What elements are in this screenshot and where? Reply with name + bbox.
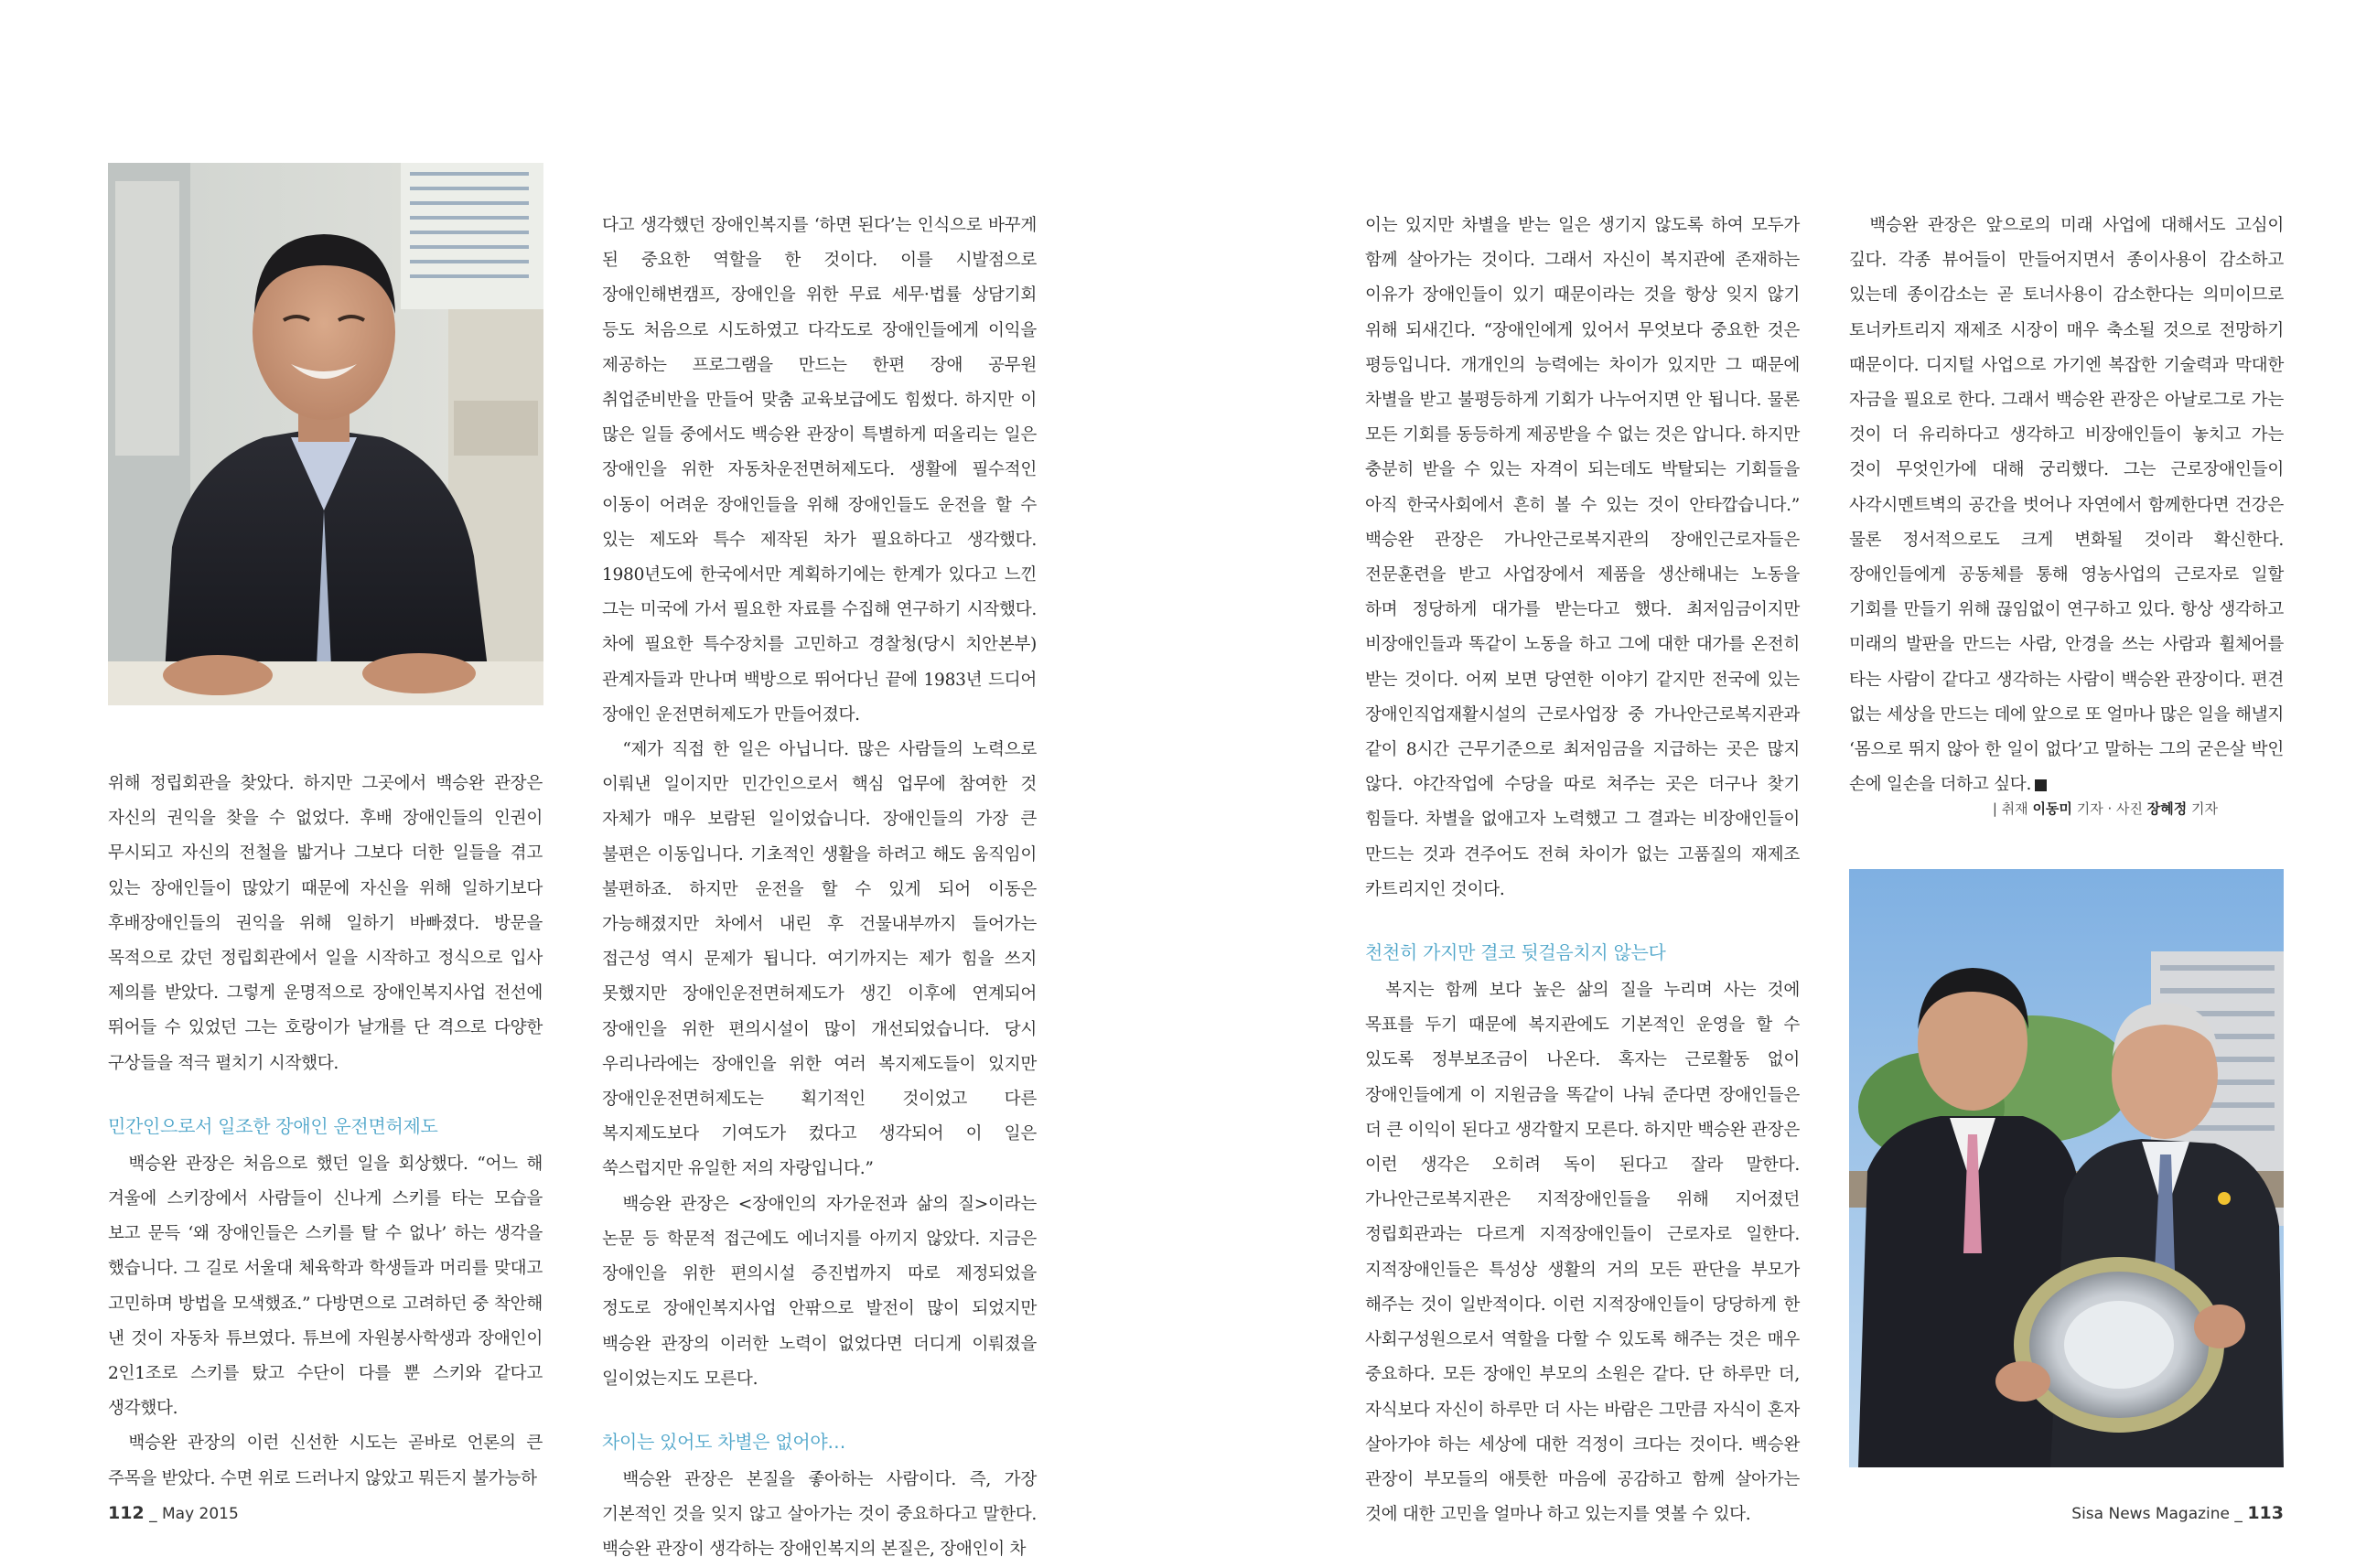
article-credit <box>1993 799 2218 818</box>
folio-left <box>108 1503 239 1523</box>
column-2-paragraph-1: 다고 생각했던 장애인복지를 ‘하면 된다’는 인식으로 바꾸게 된 중요한 역할을 한 것이다. 이를 시발점으로 장애인해변캠프, 장애인을 위한 무료 세무·법률 상담기회 등도 처음으로 시도하였고 다각도로 장애인들에게 이익을 제공하는 프로그램을 만드는 한편 장애 공무원 취업준비반을 만들어 맞춤 교육보급에도 힘썼다. 하지만 이 많은 일들 중에서도 백승완 관장이 특별하게 떠올리는 일은 장애인을 위한 자동차운전면허제도다. 생활에 필수적인 이동이 어려운 장애인들을 위해 장애인들도 운전을 할 수 있는 제도와 특수 제작된 차가 필요하다고 생각했다. 1980년도에 한국에서만 계획하기에는 한계가 있다고 느낀 그는 미국에 가서 필요한 자료를 수집해 연구하기 시작했다. 차에 필요한 특수장치를 고민하고 경찰청(당시 치안본부) 관계자들과 만나며 백방으로 뛰어다닌 끝에 1983년 드디어 장애인 운전면허제도가 만들어졌다. <box>602 216 1037 725</box>
column-4-paragraph-1-text: 백승완 관장은 앞으로의 미래 사업에 대해서도 고심이 깊다. 각종 뷰어들이 만들어지면서 종이사용이 감소하고 있는데 종이감소는 곧 토너사용이 감소한다는 의미이므로 토너카트리지 재제조 시장이 매우 축소될 것으로 전망하기 때문이다. 디지털 사업으로 가기엔 복잡한 기술력과 막대한 자금을 필요로 한다. 그래서 백승완 관장은 아날로그로 가는 것이 더 유리하다고 생각하고 비장애인들이 놓치고 가는 것이 무엇인가에 대해 궁리했다. 그는 근로장애인들이 사각시멘트벽의 공간을 벗어나 자연에서 함께한다면 건강은 물론 정서적으로도 크게 변화될 것이라 확신한다. 장애인들에게 공동체를 통해 영농사업의 근로자로 일할 기회를 만들기 위해 끊임없이 연구하고 있다. 항상 생각하고 미래의 발판을 만드는 사람, 안경을 쓰는 사람과 휠체어를 타는 사람이 같다고 생각하는 사람이 백승완 관장이다. 편견 없는 세상을 만드는 데에 앞으로 또 얼마나 많은 일을 해낼지 ‘몸으로 뛰지 않아 한 일이 없다’고 말하는 그의 굳은살 박인 손에 일손을 더하고 싶다. <box>1849 216 2284 795</box>
folio-separator-left: _ <box>149 1505 157 1523</box>
column-3 <box>1365 209 1800 1532</box>
column-1-paragraph-1: 위해 정립회관을 찾았다. 하지만 그곳에서 백승완 관장은 자신의 권익을 찾을 수 없었다. 후배 장애인들의 인권이 무시되고 자신의 전철을 밟거나 그보다 더한 일들을 겪고 있는 장애인들이 많았기 때문에 자신을 위해 일하기보다 후배장애인들의 권익을 위해 일하기 바빠졌다. 방문을 목적으로 갔던 정립회관에서 일을 시작하고 정식으로 입사 제의를 받았다. 그렇게 운명적으로 장애인복지사업 전선에 뛰어들 수 있었던 그는 호랑이가 날개를 단 격으로 다양한 구상들을 적극 펼치기 시작했다. <box>108 774 543 1073</box>
section-heading-never-back: 천천히 가지만 결코 뒷걸음치지 않는다 <box>1365 941 1666 964</box>
column-2-paragraph-4: 백승완 관장은 본질을 좋아하는 사람이다. 즉, 가장 기본적인 것을 잊지 않고 살아가는 것이 중요하다고 말한다. 백승완 관장이 생각하는 장애인복지의 본질은, 장애인이 차 <box>602 1469 1037 1560</box>
column-1-paragraph-3: 백승완 관장의 이런 신선한 시도는 곧바로 언론의 큰 주목을 받았다. 수면 위로 드러나지 않았고 뭐든지 불가능하 <box>108 1434 543 1488</box>
column-2-paragraph-3: 백승완 관장은 <장애인의 자가운전과 삶의 질>이라는 논문 등 학문적 접근에도 에너지를 아끼지 않았다. 지금은 장애인을 위한 편의시설 증진법까지 따로 제정되었을 정도로 장애인복지사업 안팎으로 발전이 많이 되었지만 백승완 관장의 이러한 노력이 없었다면 더디게 이뤄졌을 일이었는지도 모른다. <box>602 1194 1037 1389</box>
column-3-paragraph-1: 이는 있지만 차별을 받는 일은 생기지 않도록 하여 모두가 함께 살아가는 것이다. 그래서 자신이 복지관에 존재하는 이유가 장애인들이 있기 때문이라는 것을 항상 잊지 않기 위해 되새긴다. “장애인에게 있어서 무엇보다 중요한 것은 평등입니다. 개개인의 능력에는 차이가 있지만 그 때문에 차별을 받고 불평등하게 기회가 나누어지면 안 됩니다. 물론 모든 기회를 동등하게 제공받을 수 없는 것은 압니다. 하지만 충분히 받을 수 있는 자격이 되는데도 박탈되는 기회들을 아직 한국사회에서 흔히 볼 수 있는 것이 안타깝습니다.” 백승완 관장은 가나안근로복지관의 장애인근로자들은 전문훈련을 받고 사업장에서 제품을 생산해내는 노동을 하며 정당하게 대가를 받는다고 했다. 최저임금이지만 비장애인들과 똑같이 노동을 하고 그에 대한 대가를 온전히 받는 것이다. 어찌 보면 당연한 이야기 같지만 전국에 있는 장애인직업재활시설의 근로사업장 중 가나안근로복지관과 같이 8시간 근무기준으로 최저임금을 지급하는 곳은 많지 않다. 야간작업에 수당을 따로 쳐주는 곳은 더구나 찾기 힘들다. 차별을 없애고자 노력했고 그 결과는 비장애인들이 만드는 것과 견주어도 전혀 차이가 없는 고품질의 재제조 카트리지인 것이다. <box>1365 216 1800 899</box>
credit-photographer: 장혜정 <box>2146 800 2188 817</box>
page-number-right: 113 <box>2247 1503 2284 1523</box>
column-3-paragraph-2: 복지는 함께 보다 높은 삶의 질을 누리며 사는 것에 목표를 두기 때문에 복지관에도 기본적인 운영을 할 수 있도록 정부보조금이 나온다. 혹자는 근로활동 없이 장애인들에게 이 지원금을 똑같이 나눠 준다면 장애인들은 더 큰 이익이 된다고 생각할지 모른다. 하지만 백승완 관장은 이런 생각은 오히려 독이 된다고 잘라 말한다. 가나안근로복지관은 지적장애인들을 위해 지어졌던 정립회관과는 다르게 지적장애인들이 근로자로 일한다. 지적장애인들은 특성상 생활의 거의 모든 판단을 부모가 해주는 것이 일반적이다. 이런 지적장애인들이 당당하게 한 사회구성원으로서 역할을 다할 수 있도록 해주는 것은 매우 중요하다. 모든 장애인 부모의 소원은 같다. 단 하루만 더, 자식보다 자신이 하루만 더 사는 바람은 그만큼 자식이 혼자 살아가야 하는 세상에 대한 걱정이 크다는 것이다. 백승완 관장이 부모들의 애틋한 마음에 공감하고 함께 살아가는 것에 대한 고민을 얼마나 하고 있는지를 엿볼 수 있다. <box>1365 981 1800 1525</box>
portrait-photo <box>108 163 543 705</box>
section-heading-no-discrimination: 차이는 있어도 차별은 없어야… <box>602 1430 846 1453</box>
column-2 <box>602 209 1037 1568</box>
page-number-left: 112 <box>108 1503 145 1523</box>
award-photo <box>1849 869 2284 1467</box>
column-1-paragraph-2: 백승완 관장은 처음으로 했던 일을 회상했다. “어느 해 겨울에 스키장에서 사람들이 신나게 스키를 타는 모습을 보고 문득 ‘왜 장애인들은 스키를 탈 수 없나’ 하는 생각을 했습니다. 그 길로 서울대 체육학과 학생들과 머리를 맞대고 고민하며 방법을 모색했죠.” 다방면으로 고려하던 중 착안해 낸 것이 자동차 튜브였다. 튜브에 자원봉사학생과 장애인이 2인1조로 스키를 탔고 수단이 다를 뿐 스키와 같다고 생각했다. <box>108 1154 543 1419</box>
column-2-paragraph-2: “제가 직접 한 일은 아닙니다. 많은 사람들의 노력으로 이뤄낸 일이지만 민간인으로서 핵심 업무에 참여한 것 자체가 매우 보람된 일이었습니다. 장애인들의 가장 큰 불편은 이동입니다. 기초적인 생활을 하려고 해도 움직임이 불편하죠. 하지만 운전을 할 수 있게 되어 이동은 가능해졌지만 차에서 내린 후 건물내부까지 들어가는 접근성 역시 문제가 됩니다. 여기까지는 제가 힘을 쓰지 못했지만 장애인운전면허제도가 생긴 이후에 연계되어 장애인을 위한 편의시설이 많이 개선되었습니다. 당시 우리나라에는 장애인을 위한 여러 복지제도들이 있지만 장애인운전면허제도는 획기적인 것이었고 다른 복지제도보다 기여도가 컸다고 생각되어 이 일은 쑥스럽지만 유일한 저의 자랑입니다.” <box>602 740 1037 1179</box>
credit-photographer-suffix: 기자 <box>2191 800 2218 817</box>
section-heading-driving-license: 민간인으로서 일조한 장애인 운전면허제도 <box>108 1114 438 1137</box>
credit-reporter: 이동미 <box>2032 800 2072 817</box>
folio-separator-right: _ <box>2234 1505 2243 1523</box>
credit-prefix: | 취재 <box>1992 800 2028 817</box>
credit-reporter-suffix: 기자 · 사진 <box>2076 800 2143 817</box>
folio-right <box>2071 1503 2284 1523</box>
folio-label-left: May 2015 <box>161 1505 239 1523</box>
folio-label-right: Sisa News Magazine <box>2071 1505 2231 1523</box>
column-4 <box>1849 209 2284 802</box>
column-1 <box>108 767 543 1497</box>
end-mark-icon: S <box>2035 779 2047 791</box>
column-4-paragraph-1 <box>1849 209 2284 802</box>
